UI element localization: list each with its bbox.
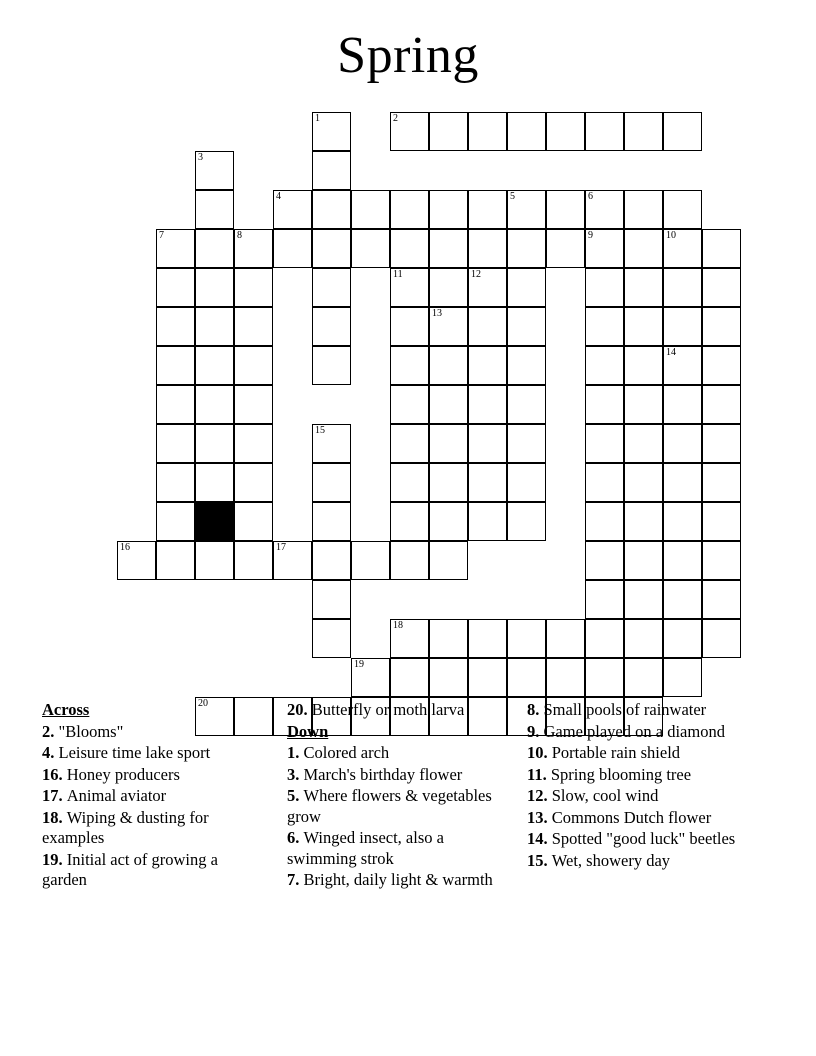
grid-cell[interactable]: [507, 658, 546, 697]
grid-cell[interactable]: [468, 229, 507, 268]
grid-cell[interactable]: [351, 190, 390, 229]
grid-cell[interactable]: [663, 502, 702, 541]
clue-number: 6.: [287, 828, 304, 847]
grid-cell[interactable]: [273, 190, 312, 229]
grid-cell[interactable]: [702, 502, 741, 541]
grid-cell[interactable]: [312, 112, 351, 151]
clue-number: 14.: [527, 829, 552, 848]
grid-cell[interactable]: [312, 619, 351, 658]
clue-text: Butterfly or moth larva: [311, 700, 465, 719]
grid-cell[interactable]: [312, 463, 351, 502]
grid-cell[interactable]: [468, 658, 507, 697]
grid-cell[interactable]: [546, 112, 585, 151]
grid-cell[interactable]: [156, 346, 195, 385]
cell-number: 6: [588, 191, 593, 202]
clue-item: [287, 743, 502, 764]
grid-cell[interactable]: [585, 580, 624, 619]
grid-cell[interactable]: [507, 619, 546, 658]
grid-cell[interactable]: [390, 424, 429, 463]
grid-cell[interactable]: [156, 541, 195, 580]
clue-text: Portable rain shield: [551, 743, 681, 762]
cell-number: 2: [393, 113, 398, 124]
grid-cell[interactable]: [390, 385, 429, 424]
clue-item: [527, 722, 742, 743]
grid-cell[interactable]: [312, 424, 351, 463]
grid-cell[interactable]: [390, 619, 429, 658]
clue-item: [42, 850, 257, 891]
grid-cell[interactable]: [390, 268, 429, 307]
grid-cell[interactable]: [234, 268, 273, 307]
grid-cell[interactable]: [624, 502, 663, 541]
grid-cell[interactable]: [624, 268, 663, 307]
grid-cell[interactable]: [624, 463, 663, 502]
clue-text: "Blooms": [58, 721, 124, 741]
grid-cell[interactable]: [507, 346, 546, 385]
grid-cell[interactable]: [390, 463, 429, 502]
grid-cell[interactable]: [351, 229, 390, 268]
clue-text: Spring blooming tree: [550, 764, 692, 784]
clue-item: [527, 700, 742, 721]
grid-cell[interactable]: [663, 385, 702, 424]
grid-cell[interactable]: [429, 541, 468, 580]
grid-cell[interactable]: [663, 268, 702, 307]
clue-number: 2.: [42, 721, 59, 741]
grid-cell[interactable]: [234, 502, 273, 541]
clue-item: [527, 851, 742, 872]
clue-text: Commons Dutch flower: [551, 807, 712, 827]
grid-cell[interactable]: [156, 385, 195, 424]
grid-cell[interactable]: [234, 346, 273, 385]
clue-number: 1.: [287, 743, 304, 762]
grid-cell[interactable]: [234, 229, 273, 268]
grid-cell[interactable]: [663, 307, 702, 346]
grid-cell[interactable]: [546, 190, 585, 229]
grid-cell[interactable]: [312, 151, 351, 190]
grid-cell[interactable]: [468, 619, 507, 658]
grid-cell[interactable]: [585, 190, 624, 229]
cell-number: 5: [510, 191, 515, 202]
grid-cell[interactable]: [234, 307, 273, 346]
grid-cell[interactable]: [312, 190, 351, 229]
grid-cell[interactable]: [663, 424, 702, 463]
grid-cell[interactable]: [195, 268, 234, 307]
grid-cell[interactable]: [702, 463, 741, 502]
clue-number: 13.: [527, 807, 552, 827]
grid-cell[interactable]: [429, 658, 468, 697]
grid-cell[interactable]: [702, 229, 741, 268]
cell-number: 12: [471, 269, 481, 280]
cell-number: 8: [237, 230, 242, 241]
grid-cell[interactable]: [585, 619, 624, 658]
grid-cell[interactable]: [468, 346, 507, 385]
clue-number: 8.: [527, 700, 544, 719]
grid-cell[interactable]: [507, 385, 546, 424]
clue-item: [42, 743, 257, 764]
grid-cell[interactable]: [702, 541, 741, 580]
grid-cell[interactable]: [507, 502, 546, 541]
clue-item: [42, 722, 257, 743]
grid-cell[interactable]: [156, 502, 195, 541]
grid-cell[interactable]: [585, 502, 624, 541]
clue-item: [42, 808, 257, 849]
grid-cell[interactable]: [507, 229, 546, 268]
grid-cell[interactable]: [702, 580, 741, 619]
grid-cell[interactable]: [429, 619, 468, 658]
grid-cell[interactable]: [234, 385, 273, 424]
grid-cell[interactable]: [429, 502, 468, 541]
grid-cell[interactable]: [468, 424, 507, 463]
cell-number: 20: [198, 698, 208, 709]
grid-cell[interactable]: [585, 346, 624, 385]
grid-cell[interactable]: [390, 307, 429, 346]
grid-cell[interactable]: [624, 190, 663, 229]
clue-item: [287, 700, 502, 721]
grid-cell[interactable]: [429, 190, 468, 229]
grid-cell[interactable]: [507, 307, 546, 346]
grid-cell[interactable]: [507, 268, 546, 307]
grid-cell[interactable]: [390, 229, 429, 268]
grid-cell[interactable]: [702, 385, 741, 424]
grid-cell[interactable]: [702, 268, 741, 307]
clue-item: [42, 786, 257, 807]
cell-number: 13: [432, 308, 442, 319]
clue-number: 18.: [42, 807, 67, 827]
grid-cell[interactable]: [585, 541, 624, 580]
clue-text: Game played on a diamond: [543, 721, 725, 741]
grid-cell[interactable]: [429, 385, 468, 424]
clue-number: 3.: [287, 764, 304, 784]
clue-text: Slow, cool wind: [551, 786, 659, 805]
grid-cell[interactable]: [429, 268, 468, 307]
grid-cell[interactable]: [585, 112, 624, 151]
grid-cell[interactable]: [468, 190, 507, 229]
clue-item: [527, 743, 742, 764]
grid-cell[interactable]: [312, 229, 351, 268]
cell-number: 3: [198, 152, 203, 163]
grid-cell[interactable]: [195, 307, 234, 346]
cell-number: 15: [315, 425, 325, 436]
clue-number: 11.: [527, 764, 551, 784]
grid-cell[interactable]: [507, 190, 546, 229]
page-title: Spring: [337, 27, 479, 84]
grid-cell[interactable]: [585, 463, 624, 502]
clue-text: Honey producers: [66, 764, 180, 784]
grid-cell[interactable]: [390, 346, 429, 385]
clue-number: 12.: [527, 786, 552, 805]
clue-text: Wet, showery day: [551, 850, 671, 870]
cell-number: 18: [393, 620, 403, 631]
clue-number: 20.: [287, 700, 312, 719]
cell-number: 4: [276, 191, 281, 202]
grid-cell[interactable]: [663, 658, 702, 697]
clue-item: [287, 765, 502, 786]
grid-cell[interactable]: [546, 658, 585, 697]
grid-cell[interactable]: [468, 463, 507, 502]
grid-cell[interactable]: [390, 190, 429, 229]
grid-cell[interactable]: [624, 385, 663, 424]
grid-cell[interactable]: [234, 541, 273, 580]
grid-cell-blocked: [195, 502, 234, 541]
grid-cell[interactable]: [585, 658, 624, 697]
grid-cell[interactable]: [312, 541, 351, 580]
cell-number: 19: [354, 659, 364, 670]
grid-cell[interactable]: [624, 541, 663, 580]
grid-cell[interactable]: [429, 229, 468, 268]
clue-text: Initial act of growing a garden: [42, 849, 218, 889]
clue-text: Leisure time lake sport: [58, 743, 211, 762]
clue-number: 7.: [287, 870, 304, 889]
grid-cell[interactable]: [429, 424, 468, 463]
grid-cell[interactable]: [624, 346, 663, 385]
grid-cell[interactable]: [195, 463, 234, 502]
cell-number: 10: [666, 230, 676, 241]
grid-cell[interactable]: [312, 580, 351, 619]
grid-cell[interactable]: [156, 307, 195, 346]
grid-cell[interactable]: [351, 541, 390, 580]
grid-cell[interactable]: [195, 151, 234, 190]
grid-cell[interactable]: [624, 112, 663, 151]
grid-cell[interactable]: [468, 268, 507, 307]
grid-cell[interactable]: [468, 502, 507, 541]
clue-column-3: [527, 700, 742, 872]
grid-cell[interactable]: [663, 346, 702, 385]
grid-cell[interactable]: [312, 307, 351, 346]
clue-text: Wiping & dusting for examples: [42, 807, 209, 847]
grid-cell[interactable]: [429, 307, 468, 346]
grid-cell[interactable]: [468, 112, 507, 151]
clues-section: [42, 700, 782, 1000]
grid-cell[interactable]: [234, 424, 273, 463]
clue-number: 5.: [287, 786, 304, 805]
grid-cell[interactable]: [624, 619, 663, 658]
grid-cell[interactable]: [585, 307, 624, 346]
clue-text: Colored arch: [303, 743, 390, 762]
grid-cell[interactable]: [585, 424, 624, 463]
grid-cell[interactable]: [195, 190, 234, 229]
grid-cell[interactable]: [663, 580, 702, 619]
grid-cell[interactable]: [429, 112, 468, 151]
cell-number: 7: [159, 230, 164, 241]
grid-cell[interactable]: [429, 346, 468, 385]
grid-cell[interactable]: [624, 580, 663, 619]
grid-cell[interactable]: [585, 229, 624, 268]
grid-cell[interactable]: [195, 385, 234, 424]
grid-cell[interactable]: [234, 463, 273, 502]
clue-item: [527, 765, 742, 786]
clue-text: Bright, daily light & warmth: [303, 870, 493, 889]
grid-cell[interactable]: [390, 112, 429, 151]
grid-cell[interactable]: [624, 658, 663, 697]
clue-item: [42, 765, 257, 786]
clue-text: Animal aviator: [66, 786, 167, 805]
grid-cell[interactable]: [585, 385, 624, 424]
clue-text: Winged insect, also a swimming strok: [287, 828, 444, 868]
across-heading: Across: [42, 700, 90, 719]
cell-number: 17: [276, 542, 286, 553]
grid-cell[interactable]: [156, 424, 195, 463]
clue-number: 17.: [42, 786, 67, 805]
clue-item: [527, 829, 742, 850]
cell-number: 16: [120, 542, 130, 553]
clue-number: 10.: [527, 743, 552, 762]
grid-cell[interactable]: [390, 658, 429, 697]
grid-cell[interactable]: [429, 463, 468, 502]
grid-cell[interactable]: [312, 346, 351, 385]
cell-number: 9: [588, 230, 593, 241]
grid-cell[interactable]: [312, 502, 351, 541]
grid-cell[interactable]: [312, 268, 351, 307]
clue-number: 15.: [527, 850, 552, 870]
clue-number: 9.: [527, 721, 544, 741]
clue-item: [287, 786, 502, 827]
clue-text: Small pools of rainwater: [543, 700, 707, 719]
grid-cell[interactable]: [702, 346, 741, 385]
grid-cell[interactable]: [156, 463, 195, 502]
clue-number: 19.: [42, 849, 67, 869]
clue-column-1: [42, 700, 257, 892]
clue-text: March's birthday flower: [303, 764, 463, 784]
grid-cell[interactable]: [468, 385, 507, 424]
grid-cell[interactable]: [624, 307, 663, 346]
clue-item: [527, 786, 742, 807]
grid-cell[interactable]: [585, 268, 624, 307]
clue-text: Spotted "good luck" beetles: [551, 829, 736, 848]
grid-cell[interactable]: [468, 307, 507, 346]
grid-cell[interactable]: [351, 658, 390, 697]
grid-cell[interactable]: [624, 424, 663, 463]
clue-column-2: [287, 700, 502, 892]
grid-cell[interactable]: [546, 229, 585, 268]
grid-cell[interactable]: [195, 346, 234, 385]
grid-cell[interactable]: [195, 424, 234, 463]
grid-cell[interactable]: [663, 463, 702, 502]
grid-cell[interactable]: [702, 307, 741, 346]
grid-cell[interactable]: [663, 229, 702, 268]
grid-cell[interactable]: [663, 112, 702, 151]
grid-cell[interactable]: [507, 424, 546, 463]
grid-cell[interactable]: [156, 268, 195, 307]
grid-cell[interactable]: [702, 619, 741, 658]
crossword-grid[interactable]: [0, 106, 816, 709]
grid-cell[interactable]: [156, 229, 195, 268]
grid-cell[interactable]: [624, 229, 663, 268]
cell-number: 11: [393, 269, 403, 280]
grid-cell[interactable]: [663, 190, 702, 229]
clue-item: [287, 828, 502, 869]
grid-cell[interactable]: [507, 463, 546, 502]
grid-cell[interactable]: [702, 424, 741, 463]
grid-cell[interactable]: [390, 502, 429, 541]
grid-cell[interactable]: [273, 229, 312, 268]
clue-item: [527, 808, 742, 829]
grid-cell[interactable]: [507, 112, 546, 151]
grid-cell[interactable]: [663, 619, 702, 658]
grid-cell[interactable]: [663, 541, 702, 580]
cell-number: 14: [666, 347, 676, 358]
clue-number: 16.: [42, 764, 67, 784]
grid-cell[interactable]: [390, 541, 429, 580]
down-heading: Down: [287, 721, 329, 741]
clue-item: [287, 870, 502, 891]
grid-cell[interactable]: [273, 541, 312, 580]
clue-text: Where flowers & vegetables grow: [287, 786, 492, 826]
cell-number: 1: [315, 113, 320, 124]
clue-number: 4.: [42, 743, 59, 762]
grid-cell[interactable]: [195, 541, 234, 580]
grid-cell[interactable]: [117, 541, 156, 580]
grid-cell[interactable]: [195, 229, 234, 268]
grid-cell[interactable]: [546, 619, 585, 658]
